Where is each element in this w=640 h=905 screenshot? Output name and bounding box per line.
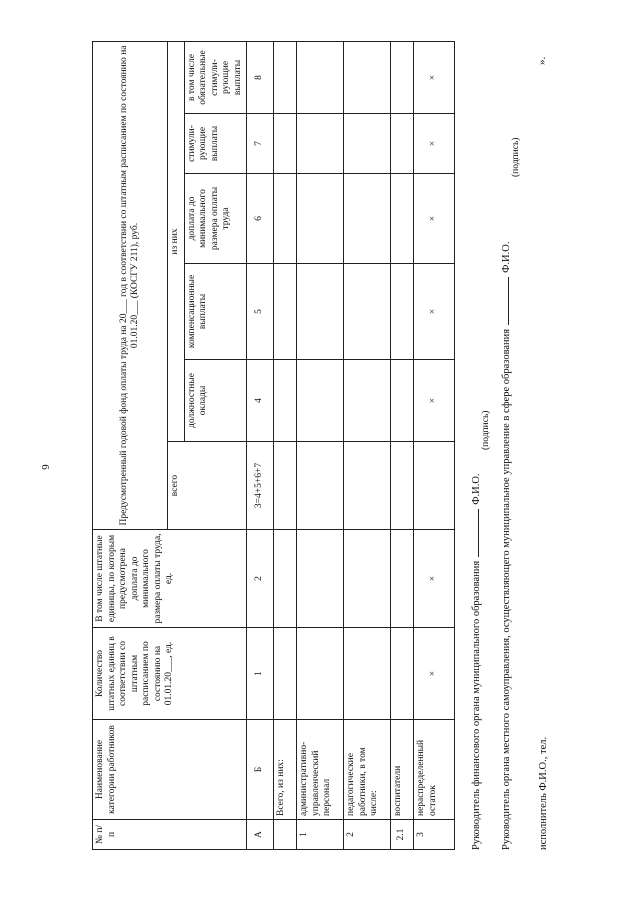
cell	[344, 174, 391, 264]
table-row	[274, 42, 297, 850]
cell: ×	[414, 264, 455, 360]
row-num: 2	[344, 820, 391, 850]
numbering-row	[247, 42, 274, 850]
cell	[391, 360, 414, 442]
num-cell: 4	[247, 360, 274, 442]
header-min: доплата до минимального размера оплаты труда	[184, 174, 247, 264]
signature-line	[498, 277, 509, 325]
header-fund: Предусмотренный годовой фонд оплаты труда на 20___ год в соответствии со штатным расписанием по состоянию на 01.01.20___ (КОСГУ 211), руб.	[93, 42, 168, 530]
wage-fund-table	[92, 41, 455, 850]
page-number: 6	[38, 464, 51, 470]
header-num: № п/п	[93, 820, 247, 850]
cell	[297, 264, 344, 360]
row-name: воспитатели	[391, 720, 414, 820]
num-cell: 6	[247, 174, 274, 264]
cell	[344, 360, 391, 442]
cell	[391, 174, 414, 264]
cell: ×	[414, 530, 455, 628]
cell: ×	[414, 628, 455, 720]
cell	[274, 442, 297, 530]
cell: ×	[414, 174, 455, 264]
cell	[344, 42, 391, 114]
num-cell: 5	[247, 264, 274, 360]
cell	[391, 114, 414, 174]
table-row	[344, 42, 391, 850]
cell	[274, 42, 297, 114]
table-row	[414, 42, 455, 850]
row-name: административно-управленческий персонал	[297, 720, 344, 820]
table-row	[391, 42, 414, 850]
cell	[274, 264, 297, 360]
cell	[274, 628, 297, 720]
header-name: Наименование категории работников	[93, 720, 247, 820]
header-incl: В том числе штатные единицы, по которым предусмотрена доплата до минимального размера оплаты труда, ед.	[93, 530, 247, 628]
cell	[344, 530, 391, 628]
table-row	[297, 42, 344, 850]
signature-finance-podpis: (подпись)	[481, 410, 491, 450]
cell	[297, 530, 344, 628]
num-cell: А	[247, 820, 274, 850]
num-cell: Б	[247, 720, 274, 820]
num-cell: 1	[247, 628, 274, 720]
cell	[391, 264, 414, 360]
num-cell: 8	[247, 42, 274, 114]
executor-line: исполнитель Ф.И.О., тел.	[538, 736, 549, 850]
header-of-them: из них	[168, 42, 185, 442]
row-name: Всего, из них:	[274, 720, 297, 820]
header-count: Количество штатных единиц в соответствии со штатным расписанием по состоянию на 01.01.20___, ед.	[93, 628, 247, 720]
signature-education-fio: Ф.И.О.	[501, 241, 512, 273]
signature-finance	[468, 473, 482, 850]
cell	[297, 114, 344, 174]
cell: ×	[414, 114, 455, 174]
header-stim-mand: в том числе обязательные стимули-рующие выплаты	[184, 42, 247, 114]
cell	[391, 442, 414, 530]
cell	[274, 360, 297, 442]
cell: ×	[414, 360, 455, 442]
signature-line	[468, 509, 479, 557]
signature-education-podpis: (подпись)	[511, 137, 521, 177]
cell	[344, 628, 391, 720]
cell	[344, 264, 391, 360]
num-cell: 7	[247, 114, 274, 174]
num-cell: 2	[247, 530, 274, 628]
row-num: 3	[414, 820, 455, 850]
cell	[297, 360, 344, 442]
cell	[297, 174, 344, 264]
row-num	[274, 820, 297, 850]
header-salary: должностные оклады	[184, 360, 247, 442]
closing-quote: ».	[536, 56, 548, 65]
signature-finance-label: Руководитель финансового органа муниципального образования	[471, 560, 482, 850]
row-num: 1	[297, 820, 344, 850]
row-name: нераспределенный остаток	[414, 720, 455, 820]
cell	[391, 628, 414, 720]
cell	[274, 174, 297, 264]
row-num: 2.1	[391, 820, 414, 850]
cell	[274, 530, 297, 628]
row-name: педагогические работники, в том числе:	[344, 720, 391, 820]
cell	[297, 42, 344, 114]
cell	[391, 42, 414, 114]
cell	[274, 114, 297, 174]
cell	[344, 442, 391, 530]
cell	[297, 442, 344, 530]
header-comp: компенсационные выплаты	[184, 264, 247, 360]
header-stim: стимули-рующие выплаты	[184, 114, 247, 174]
num-cell: 3=4+5+6+7	[247, 442, 274, 530]
cell	[344, 114, 391, 174]
signature-education-label: Руководитель органа местного самоуправления, осуществляющего муниципальное управление в сфере образования	[501, 328, 512, 850]
signature-education	[498, 242, 512, 850]
cell: ×	[414, 42, 455, 114]
header-total: всего	[168, 442, 247, 530]
signature-finance-fio: Ф.И.О.	[471, 473, 482, 505]
cell	[391, 530, 414, 628]
cell	[297, 628, 344, 720]
cell	[414, 442, 455, 530]
